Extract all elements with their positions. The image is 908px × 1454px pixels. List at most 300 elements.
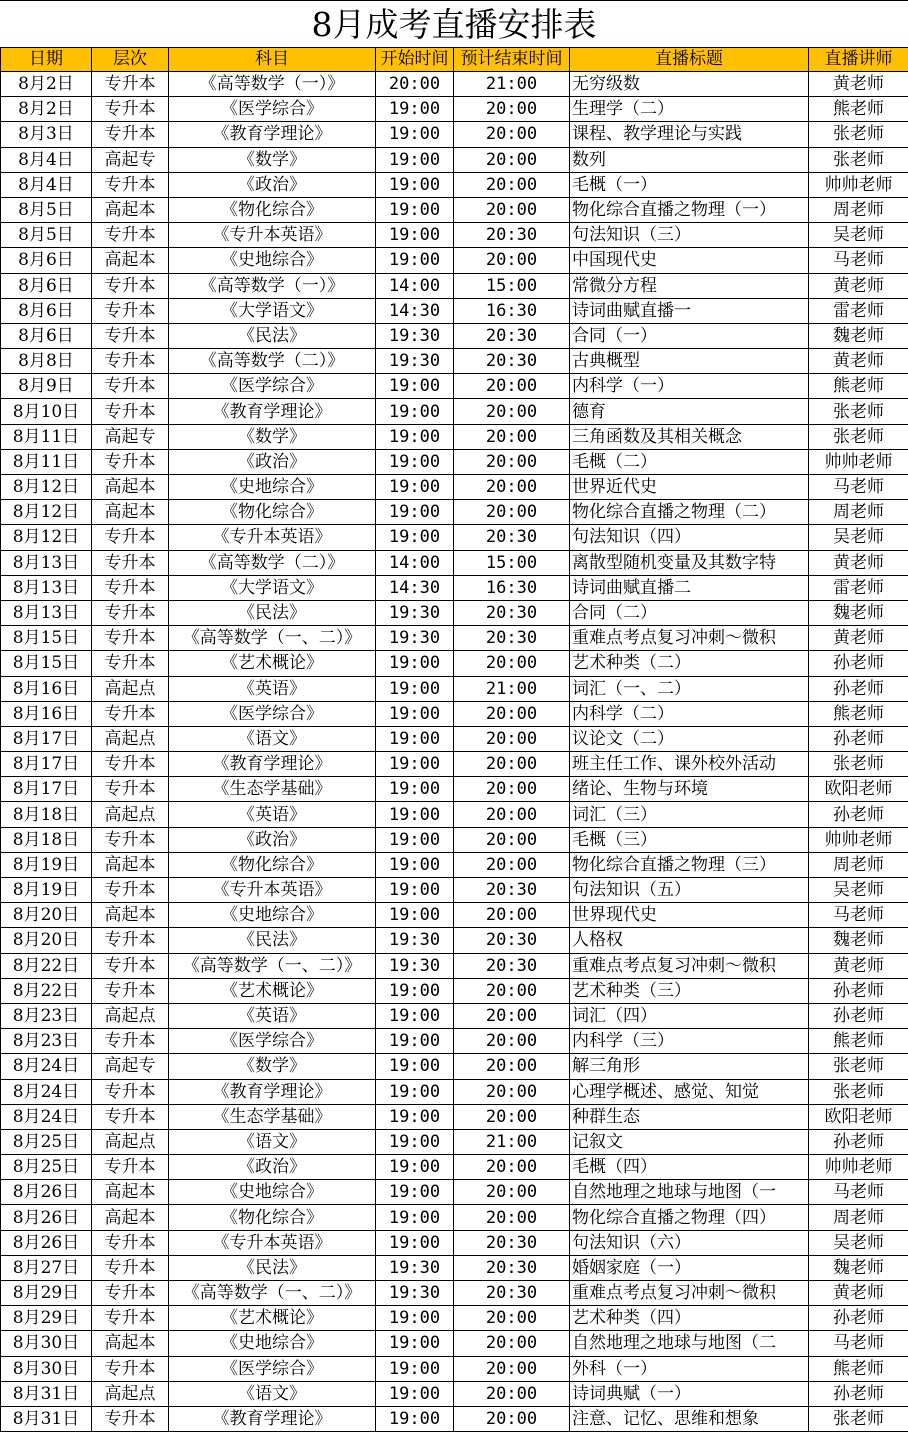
cell-end-time: 15:00: [454, 273, 570, 298]
cell-date: 8月12日: [1, 475, 92, 500]
cell-start-time: 19:00: [376, 399, 454, 424]
cell-lecturer: 帅帅老师: [809, 172, 908, 197]
cell-level: 高起点: [92, 1381, 169, 1406]
cell-date: 8月19日: [1, 878, 92, 903]
cell-date: 8月2日: [1, 72, 92, 97]
table-row: [1, 1255, 908, 1280]
cell-end-time: 20:00: [454, 1331, 570, 1356]
cell-subject: 《史地综合》: [169, 1331, 376, 1356]
cell-date: 8月8日: [1, 349, 92, 374]
cell-lecturer: 周老师: [809, 500, 908, 525]
cell-end-time: 20:00: [454, 852, 570, 877]
cell-start-time: 19:00: [376, 1180, 454, 1205]
cell-end-time: 20:30: [454, 223, 570, 248]
cell-live-title: 人格权: [570, 928, 809, 953]
cell-live-title: 议论文（二）: [570, 726, 809, 751]
cell-level: 专升本: [92, 1079, 169, 1104]
table-row: [1, 1281, 908, 1306]
cell-end-time: 15:00: [454, 550, 570, 575]
cell-live-title: 合同（一）: [570, 323, 809, 348]
cell-date: 8月5日: [1, 223, 92, 248]
cell-lecturer: 吴老师: [809, 525, 908, 550]
cell-end-time: 20:00: [454, 1029, 570, 1054]
header-lecturer: 直播讲师: [809, 48, 908, 72]
cell-lecturer: 孙老师: [809, 651, 908, 676]
cell-date: 8月15日: [1, 626, 92, 651]
cell-subject: 《教育学理论》: [169, 1406, 376, 1431]
cell-start-time: 19:00: [376, 1381, 454, 1406]
cell-start-time: 19:00: [376, 122, 454, 147]
cell-lecturer: 孙老师: [809, 1003, 908, 1028]
cell-subject: 《民法》: [169, 600, 376, 625]
cell-date: 8月23日: [1, 1029, 92, 1054]
cell-end-time: 20:00: [454, 701, 570, 726]
cell-subject: 《大学语文》: [169, 575, 376, 600]
cell-date: 8月31日: [1, 1381, 92, 1406]
cell-end-time: 20:00: [454, 1104, 570, 1129]
cell-level: 专升本: [92, 626, 169, 651]
table-row: [1, 1230, 908, 1255]
cell-lecturer: 熊老师: [809, 1029, 908, 1054]
cell-live-title: 物化综合直播之物理（二）: [570, 500, 809, 525]
page-title: 8月成考直播安排表: [0, 0, 908, 48]
cell-start-time: 14:00: [376, 273, 454, 298]
cell-live-title: 词汇（一、二）: [570, 676, 809, 701]
cell-end-time: 20:00: [454, 449, 570, 474]
cell-start-time: 19:00: [376, 752, 454, 777]
cell-subject: 《教育学理论》: [169, 1079, 376, 1104]
table-row: [1, 1003, 908, 1028]
cell-level: 高起本: [92, 852, 169, 877]
cell-start-time: 19:00: [376, 1306, 454, 1331]
cell-date: 8月17日: [1, 726, 92, 751]
cell-level: 高起本: [92, 475, 169, 500]
cell-start-time: 19:00: [376, 475, 454, 500]
cell-live-title: 艺术种类（二）: [570, 651, 809, 676]
cell-lecturer: 张老师: [809, 399, 908, 424]
cell-date: 8月23日: [1, 1003, 92, 1028]
schedule-table: [0, 47, 908, 1432]
cell-lecturer: 吴老师: [809, 223, 908, 248]
header-live-title: 直播标题: [570, 48, 809, 72]
cell-date: 8月5日: [1, 197, 92, 222]
cell-level: 专升本: [92, 1104, 169, 1129]
cell-subject: 《高等数学（二）》: [169, 550, 376, 575]
header-start-time: 开始时间: [376, 48, 454, 72]
table-row: [1, 1205, 908, 1230]
cell-end-time: 20:00: [454, 475, 570, 500]
cell-date: 8月13日: [1, 550, 92, 575]
cell-lecturer: 周老师: [809, 1205, 908, 1230]
cell-live-title: 重难点考点复习冲刺～微积: [570, 1281, 809, 1306]
table-row: [1, 223, 908, 248]
cell-level: 专升本: [92, 928, 169, 953]
cell-lecturer: 孙老师: [809, 1381, 908, 1406]
cell-level: 高起点: [92, 726, 169, 751]
cell-start-time: 19:00: [376, 449, 454, 474]
table-row: [1, 72, 908, 97]
cell-live-title: 自然地理之地球与地图（二: [570, 1331, 809, 1356]
table-row: [1, 1079, 908, 1104]
cell-level: 专升本: [92, 97, 169, 122]
cell-level: 专升本: [92, 651, 169, 676]
cell-end-time: 20:30: [454, 1230, 570, 1255]
cell-level: 专升本: [92, 1281, 169, 1306]
cell-end-time: 21:00: [454, 72, 570, 97]
cell-live-title: 婚姻家庭（一）: [570, 1255, 809, 1280]
cell-date: 8月20日: [1, 928, 92, 953]
cell-subject: 《政治》: [169, 1155, 376, 1180]
cell-end-time: 20:30: [454, 878, 570, 903]
cell-end-time: 20:00: [454, 777, 570, 802]
cell-date: 8月12日: [1, 500, 92, 525]
cell-start-time: 19:00: [376, 1205, 454, 1230]
cell-live-title: 中国现代史: [570, 248, 809, 273]
cell-end-time: 20:00: [454, 827, 570, 852]
cell-live-title: 内科学（一）: [570, 374, 809, 399]
cell-start-time: 19:00: [376, 701, 454, 726]
cell-live-title: 班主任工作、课外校外活动: [570, 752, 809, 777]
cell-start-time: 19:00: [376, 223, 454, 248]
header-end-time: 预计结束时间: [454, 48, 570, 72]
cell-subject: 《史地综合》: [169, 903, 376, 928]
cell-live-title: 生理学（二）: [570, 97, 809, 122]
cell-subject: 《民法》: [169, 928, 376, 953]
cell-live-title: 心理学概述、感觉、知觉: [570, 1079, 809, 1104]
cell-lecturer: 熊老师: [809, 1356, 908, 1381]
cell-live-title: 世界近代史: [570, 475, 809, 500]
header-date: 日期: [1, 48, 92, 72]
cell-subject: 《大学语文》: [169, 298, 376, 323]
cell-date: 8月30日: [1, 1356, 92, 1381]
cell-level: 专升本: [92, 878, 169, 903]
cell-subject: 《语文》: [169, 1381, 376, 1406]
cell-lecturer: 张老师: [809, 1079, 908, 1104]
cell-date: 8月25日: [1, 1129, 92, 1154]
cell-subject: 《艺术概论》: [169, 978, 376, 1003]
cell-date: 8月4日: [1, 172, 92, 197]
cell-lecturer: 张老师: [809, 752, 908, 777]
cell-live-title: 诗词曲赋直播二: [570, 575, 809, 600]
cell-lecturer: 张老师: [809, 122, 908, 147]
table-row: [1, 500, 908, 525]
cell-live-title: 词汇（三）: [570, 802, 809, 827]
cell-date: 8月3日: [1, 122, 92, 147]
cell-lecturer: 周老师: [809, 852, 908, 877]
cell-live-title: 重难点考点复习冲刺～微积: [570, 953, 809, 978]
cell-level: 高起专: [92, 424, 169, 449]
cell-level: 专升本: [92, 1155, 169, 1180]
cell-end-time: 16:30: [454, 298, 570, 323]
cell-end-time: 20:00: [454, 1079, 570, 1104]
cell-subject: 《语文》: [169, 1129, 376, 1154]
cell-lecturer: 魏老师: [809, 928, 908, 953]
cell-level: 专升本: [92, 72, 169, 97]
cell-end-time: 20:00: [454, 903, 570, 928]
cell-lecturer: 吴老师: [809, 1230, 908, 1255]
cell-subject: 《艺术概论》: [169, 651, 376, 676]
cell-lecturer: 马老师: [809, 903, 908, 928]
cell-live-title: 重难点考点复习冲刺～微积: [570, 626, 809, 651]
cell-date: 8月29日: [1, 1281, 92, 1306]
cell-live-title: 自然地理之地球与地图（一: [570, 1180, 809, 1205]
table-row: [1, 1054, 908, 1079]
cell-start-time: 19:30: [376, 928, 454, 953]
cell-live-title: 艺术种类（三）: [570, 978, 809, 1003]
cell-live-title: 毛概（四）: [570, 1155, 809, 1180]
cell-end-time: 20:00: [454, 147, 570, 172]
cell-lecturer: 熊老师: [809, 374, 908, 399]
cell-level: 专升本: [92, 1230, 169, 1255]
cell-date: 8月18日: [1, 827, 92, 852]
cell-live-title: 物化综合直播之物理（三）: [570, 852, 809, 877]
cell-lecturer: 马老师: [809, 475, 908, 500]
cell-start-time: 14:30: [376, 298, 454, 323]
cell-level: 专升本: [92, 1406, 169, 1431]
table-row: [1, 374, 908, 399]
cell-date: 8月6日: [1, 273, 92, 298]
cell-start-time: 19:00: [376, 978, 454, 1003]
cell-level: 专升本: [92, 1255, 169, 1280]
cell-level: 专升本: [92, 525, 169, 550]
cell-date: 8月24日: [1, 1104, 92, 1129]
cell-level: 专升本: [92, 752, 169, 777]
header-level: 层次: [92, 48, 169, 72]
cell-live-title: 内科学（二）: [570, 701, 809, 726]
cell-end-time: 20:00: [454, 1205, 570, 1230]
cell-level: 专升本: [92, 349, 169, 374]
cell-subject: 《医学综合》: [169, 1356, 376, 1381]
cell-date: 8月2日: [1, 97, 92, 122]
cell-subject: 《高等数学（一、二）》: [169, 1281, 376, 1306]
cell-subject: 《政治》: [169, 827, 376, 852]
cell-lecturer: 孙老师: [809, 978, 908, 1003]
cell-start-time: 19:00: [376, 172, 454, 197]
cell-subject: 《教育学理论》: [169, 399, 376, 424]
cell-level: 高起点: [92, 1003, 169, 1028]
cell-date: 8月25日: [1, 1155, 92, 1180]
cell-date: 8月22日: [1, 978, 92, 1003]
cell-start-time: 19:00: [376, 374, 454, 399]
cell-start-time: 19:30: [376, 626, 454, 651]
table-row: [1, 1029, 908, 1054]
cell-live-title: 句法知识（四）: [570, 525, 809, 550]
cell-start-time: 19:00: [376, 1356, 454, 1381]
cell-live-title: 词汇（四）: [570, 1003, 809, 1028]
cell-date: 8月11日: [1, 449, 92, 474]
cell-lecturer: 黄老师: [809, 1281, 908, 1306]
cell-lecturer: 雷老师: [809, 575, 908, 600]
cell-subject: 《英语》: [169, 1003, 376, 1028]
cell-date: 8月29日: [1, 1306, 92, 1331]
cell-level: 专升本: [92, 777, 169, 802]
cell-subject: 《专升本英语》: [169, 525, 376, 550]
table-row: [1, 726, 908, 751]
cell-date: 8月17日: [1, 752, 92, 777]
cell-lecturer: 黄老师: [809, 550, 908, 575]
table-row: [1, 147, 908, 172]
cell-level: 专升本: [92, 298, 169, 323]
cell-lecturer: 熊老师: [809, 97, 908, 122]
cell-end-time: 20:00: [454, 172, 570, 197]
cell-live-title: 物化综合直播之物理（一）: [570, 197, 809, 222]
cell-live-title: 注意、记忆、思维和想象: [570, 1406, 809, 1431]
cell-date: 8月6日: [1, 298, 92, 323]
cell-start-time: 19:00: [376, 777, 454, 802]
table-row: [1, 248, 908, 273]
table-row: [1, 1129, 908, 1154]
cell-subject: 《高等数学（一）》: [169, 72, 376, 97]
cell-date: 8月26日: [1, 1205, 92, 1230]
table-row: [1, 1356, 908, 1381]
cell-start-time: 19:00: [376, 651, 454, 676]
cell-live-title: 常微分方程: [570, 273, 809, 298]
table-row: [1, 475, 908, 500]
cell-subject: 《物化综合》: [169, 1205, 376, 1230]
cell-lecturer: 黄老师: [809, 72, 908, 97]
cell-end-time: 20:30: [454, 323, 570, 348]
cell-subject: 《物化综合》: [169, 197, 376, 222]
table-row: [1, 349, 908, 374]
table-row: [1, 903, 908, 928]
cell-level: 专升本: [92, 449, 169, 474]
cell-live-title: 三角函数及其相关概念: [570, 424, 809, 449]
cell-end-time: 20:30: [454, 349, 570, 374]
cell-subject: 《史地综合》: [169, 248, 376, 273]
cell-lecturer: 吴老师: [809, 878, 908, 903]
cell-start-time: 19:00: [376, 424, 454, 449]
cell-date: 8月10日: [1, 399, 92, 424]
cell-date: 8月16日: [1, 701, 92, 726]
table-row: [1, 651, 908, 676]
cell-date: 8月17日: [1, 777, 92, 802]
cell-end-time: 20:00: [454, 1406, 570, 1431]
cell-date: 8月11日: [1, 424, 92, 449]
cell-lecturer: 欧阳老师: [809, 1104, 908, 1129]
cell-start-time: 20:00: [376, 72, 454, 97]
cell-subject: 《语文》: [169, 726, 376, 751]
cell-date: 8月15日: [1, 651, 92, 676]
cell-lecturer: 孙老师: [809, 726, 908, 751]
cell-subject: 《艺术概论》: [169, 1306, 376, 1331]
cell-end-time: 20:00: [454, 122, 570, 147]
cell-start-time: 19:00: [376, 1331, 454, 1356]
cell-date: 8月26日: [1, 1180, 92, 1205]
cell-end-time: 21:00: [454, 1129, 570, 1154]
cell-level: 高起本: [92, 197, 169, 222]
cell-level: 高起本: [92, 248, 169, 273]
cell-end-time: 21:00: [454, 676, 570, 701]
cell-subject: 《高等数学（一、二）》: [169, 626, 376, 651]
table-row: [1, 1331, 908, 1356]
cell-end-time: 20:00: [454, 651, 570, 676]
cell-lecturer: 孙老师: [809, 676, 908, 701]
cell-level: 高起点: [92, 676, 169, 701]
cell-end-time: 20:00: [454, 726, 570, 751]
cell-subject: 《医学综合》: [169, 701, 376, 726]
table-row: [1, 701, 908, 726]
table-row: [1, 1306, 908, 1331]
cell-subject: 《英语》: [169, 676, 376, 701]
table-row: [1, 197, 908, 222]
cell-subject: 《数学》: [169, 1054, 376, 1079]
table-row: [1, 676, 908, 701]
cell-lecturer: 雷老师: [809, 298, 908, 323]
table-row: [1, 122, 908, 147]
cell-start-time: 19:30: [376, 1281, 454, 1306]
cell-date: 8月31日: [1, 1406, 92, 1431]
cell-start-time: 19:00: [376, 903, 454, 928]
cell-date: 8月6日: [1, 323, 92, 348]
cell-level: 专升本: [92, 575, 169, 600]
cell-end-time: 20:30: [454, 626, 570, 651]
cell-start-time: 19:00: [376, 1230, 454, 1255]
cell-end-time: 16:30: [454, 575, 570, 600]
cell-subject: 《英语》: [169, 802, 376, 827]
cell-start-time: 19:00: [376, 97, 454, 122]
cell-live-title: 诗词曲赋直播一: [570, 298, 809, 323]
cell-start-time: 19:30: [376, 1255, 454, 1280]
cell-date: 8月19日: [1, 852, 92, 877]
cell-date: 8月27日: [1, 1255, 92, 1280]
header-subject: 科目: [169, 48, 376, 72]
cell-date: 8月24日: [1, 1079, 92, 1104]
cell-subject: 《教育学理论》: [169, 122, 376, 147]
table-row: [1, 777, 908, 802]
cell-start-time: 19:30: [376, 323, 454, 348]
cell-start-time: 19:00: [376, 726, 454, 751]
cell-level: 专升本: [92, 550, 169, 575]
cell-date: 8月16日: [1, 676, 92, 701]
cell-subject: 《专升本英语》: [169, 223, 376, 248]
table-row: [1, 449, 908, 474]
table-row: [1, 550, 908, 575]
cell-end-time: 20:00: [454, 802, 570, 827]
cell-level: 高起点: [92, 802, 169, 827]
table-row: [1, 273, 908, 298]
cell-lecturer: 魏老师: [809, 600, 908, 625]
cell-live-title: 物化综合直播之物理（四）: [570, 1205, 809, 1230]
cell-live-title: 句法知识（五）: [570, 878, 809, 903]
cell-start-time: 19:00: [376, 197, 454, 222]
cell-date: 8月20日: [1, 903, 92, 928]
cell-start-time: 19:00: [376, 676, 454, 701]
cell-start-time: 19:00: [376, 1406, 454, 1431]
cell-live-title: 艺术种类（四）: [570, 1306, 809, 1331]
cell-level: 专升本: [92, 953, 169, 978]
cell-end-time: 20:30: [454, 1281, 570, 1306]
table-row: [1, 1155, 908, 1180]
cell-lecturer: 马老师: [809, 1180, 908, 1205]
header-row: [1, 48, 908, 72]
cell-level: 高起本: [92, 1331, 169, 1356]
table-row: [1, 172, 908, 197]
cell-live-title: 无穷级数: [570, 72, 809, 97]
cell-level: 专升本: [92, 172, 169, 197]
table-row: [1, 298, 908, 323]
cell-subject: 《物化综合》: [169, 500, 376, 525]
cell-level: 高起本: [92, 1205, 169, 1230]
table-row: [1, 953, 908, 978]
cell-start-time: 19:00: [376, 827, 454, 852]
table-row: [1, 525, 908, 550]
cell-level: 专升本: [92, 978, 169, 1003]
table-row: [1, 97, 908, 122]
cell-start-time: 19:00: [376, 1029, 454, 1054]
cell-live-title: 毛概（一）: [570, 172, 809, 197]
cell-subject: 《教育学理论》: [169, 752, 376, 777]
cell-lecturer: 黄老师: [809, 273, 908, 298]
